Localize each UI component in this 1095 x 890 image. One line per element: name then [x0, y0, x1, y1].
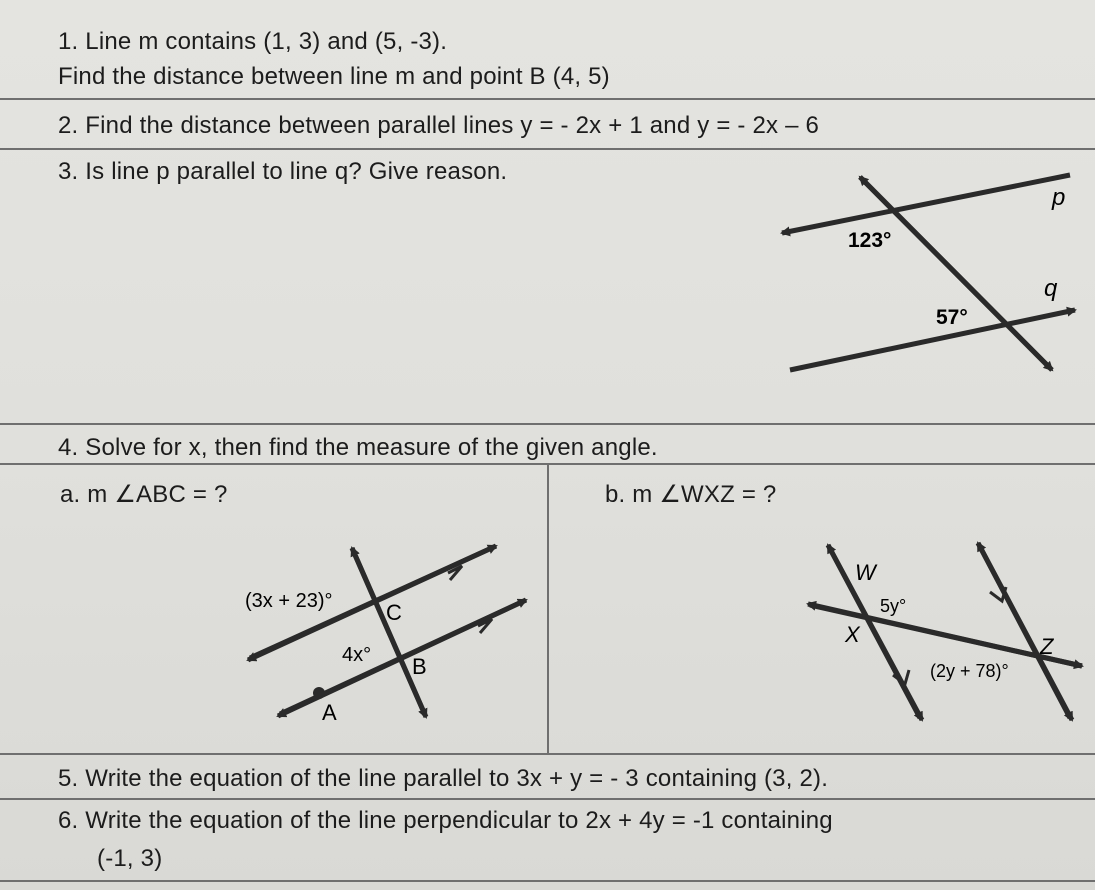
expression-4x: 4x° [342, 644, 372, 666]
question-3-text: 3. Is line p parallel to line q? Give reason. [58, 158, 508, 185]
point-x-label: X [845, 622, 860, 647]
question-4b-prompt: b. m ∠WXZ = ? [605, 481, 777, 508]
point-z-label: Z [1040, 634, 1054, 659]
question-5-row [0, 755, 1095, 800]
question-1-subtext: Find the distance between line m and point B (4, 5) [58, 63, 610, 90]
question-6-subtext: (-1, 3) [97, 845, 163, 872]
question-2-text: 2. Find the distance between parallel lines y = - 2x + 1 and y = - 2x – 6 [58, 112, 820, 139]
point-a-label: A [322, 700, 337, 725]
line-q-label: q [1044, 275, 1058, 302]
expression-2y-78: (2y + 78)° [930, 661, 1009, 681]
angle-57-label: 57° [936, 306, 968, 329]
question-4a-prompt: a. m ∠ABC = ? [60, 481, 228, 508]
angle-123-label: 123° [848, 229, 892, 252]
question-1-text: 1. Line m contains (1, 3) and (5, -3). [58, 28, 448, 55]
point-b-label: B [412, 654, 427, 679]
expression-3x-23: (3x + 23)° [245, 590, 333, 612]
line-p-label: p [1052, 184, 1066, 211]
question-6-row [0, 800, 1095, 882]
question-6-text: 6. Write the equation of the line perpendicular to 2x + 4y = -1 containing [58, 807, 833, 834]
point-w-label: W [855, 560, 876, 585]
question-4-text: 4. Solve for x, then find the measure of the given angle. [58, 434, 658, 461]
expression-5y: 5y° [880, 596, 907, 616]
right-parallel-line-end [978, 543, 1072, 720]
point-c-label: C [386, 600, 402, 625]
question-5-text: 5. Write the equation of the line parallel to 3x + y = - 3 containing (3, 2). [58, 765, 829, 792]
